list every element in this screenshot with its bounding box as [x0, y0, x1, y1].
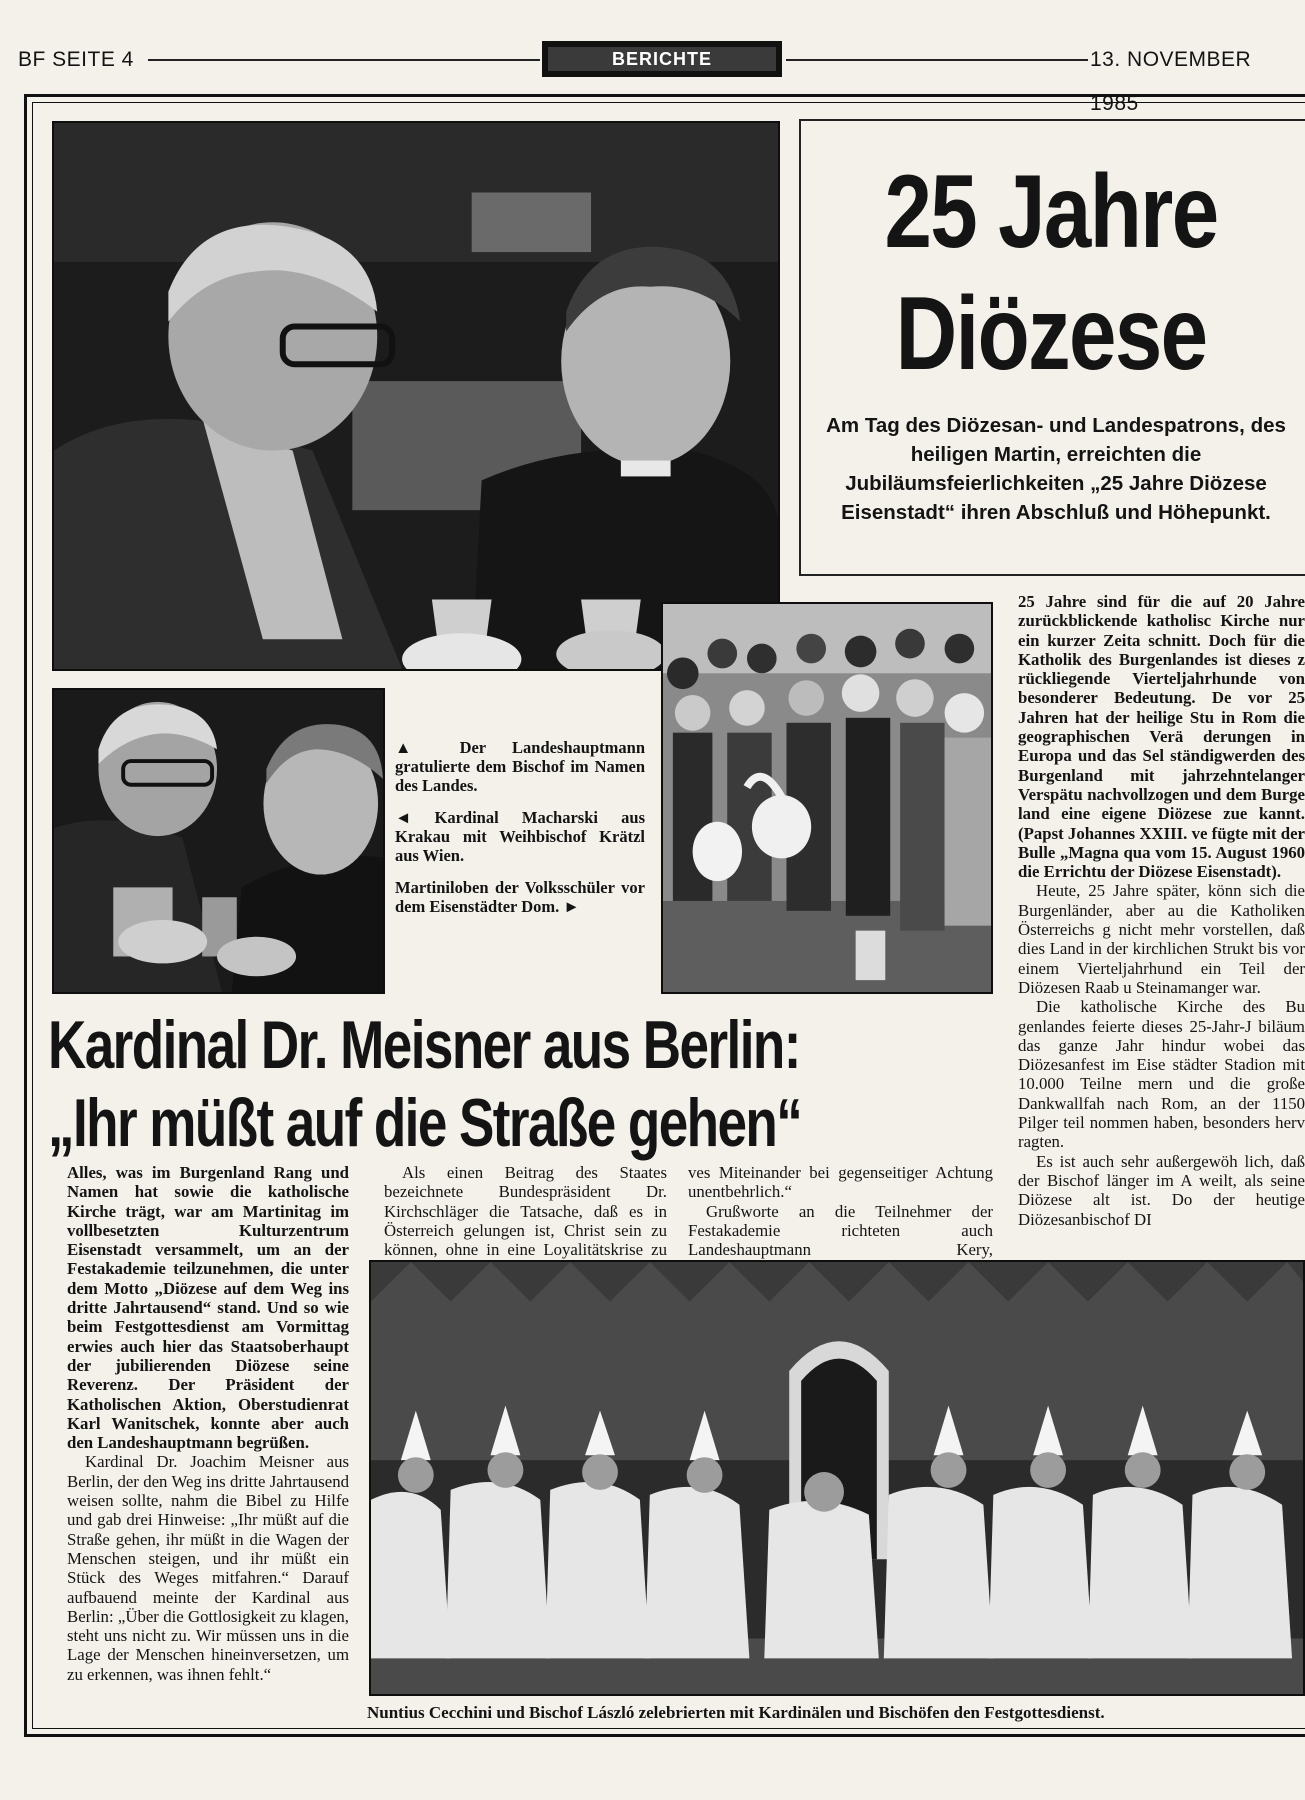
photo-landeshauptmann-bischof [52, 121, 780, 671]
right-col-p2: Heute, 25 Jahre später, könn sich die Burgenländer, aber au die Katholiken Österreichs g nicht mehr vorstellen, daß dies Land in der kirchlichen Strukt bis vor einem Vierteljahrhund ein Teil der Diözesen Raab u Steinamanger war. [1018, 881, 1305, 997]
right-col-p4: Es ist auch sehr außergewöh lich, daß der Bischof länger im A weilt, als seine Diözese alt ist. Do der heutige Diözesanbischof DI [1018, 1151, 1305, 1229]
right-column [1018, 592, 1305, 1229]
page-number: BF SEITE 4 [18, 48, 134, 71]
right-col-p1: 25 Jahre sind für die auf 20 Jahre zurückblickende katholisc Kirche nur ein kurzer Zeita schnitt. Doch für die Katholik des Burgenlandes ist dieses z rückliegende Vierteljahrhunde von besonderer Bedeutung. De vor 25 Jahren hat der heilige Stu in Rom die geographischen Verä derungen in Europa und das Sel ständigwerden des Burgenland mit jahrzehntelanger Verspätu nachvollzogen und dem Burge land eine eigene Diözese zue kannt. (Papst Johannes XXIII. ve fügte mit der Bulle „Magna qua vom 15. August 1960 die Errichtu der Diözese Eisenstadt). [1018, 592, 1305, 882]
caption-landeshauptmann: ▲ Der Landeshauptmann gratulierte dem Bischof im Namen des Landes. [395, 738, 645, 795]
section-label: BERICHTE [548, 47, 776, 71]
section-rubric [542, 41, 782, 77]
article-headline [48, 1006, 802, 1162]
headline-line-1: Kardinal Dr. Meisner aus Berlin: [48, 1007, 800, 1083]
article-col1-p1: Alles, was im Burgenland Rang und Namen hat sowie die katholische Kirche trägt, war am Martinitag im vollbesetzten Kulturzentrum Eisenstadt versammelt, um an der Festakademie teilzunehmen, die unter dem Motto „Diözese auf dem Weg ins dritte Jahrtausend“ stand. Und so wie beim Festgottesdienst am Vormittag erwies auch hier das Staatsoberhaupt der jubilierenden Diözese seine Reverenz. Der Präsident der Katholischen Aktion, Oberstudienrat Karl Wanitschek, konnte aber auch den Landeshauptmann begrüßen. [67, 1163, 349, 1453]
photo-macharski-kraetzl [52, 688, 385, 994]
caption-martiniloben: Martiniloben der Volksschüler vor dem Eisenstädter Dom. ► [395, 878, 645, 916]
main-title [846, 151, 1256, 395]
article-col3-p1: ves Miteinander bei gegenseitiger Achtung unentbehrlich.“ [688, 1163, 993, 1202]
article-column-1 [67, 1163, 349, 1684]
title-box [799, 119, 1305, 576]
page-date: 13. NOVEMBER 1985 [1090, 48, 1252, 115]
article-col2-p1: Als einen Beitrag des Staates bezeichnete Bundespräsident Dr. Kirchschläger die Tatsache, daß es in Österreich gelungen ist, Christ sein zu können, ohne in eine Loyalitätskrise zu [384, 1163, 667, 1260]
title-line-1: 25 Jahre [884, 154, 1218, 270]
article-col1-p2: Kardinal Dr. Joachim Meisner aus Berlin, der den Weg ins dritte Jahrtausend weisen sollte, nahm die Bibel zu Hilfe und gab drei Hinweise: „Ihr müßt auf die Straße gehen, ihr müßt in die Wagen der Menschen steigen, und ihr müßt ein Stück des Weges mitfahren.“ Darauf aufbauend meinte der Kardinal aus Berlin: „Über die Gottlosigkeit zu klagen, steht uns nicht zu. Wir müssen uns in die Lage der Menschen hineinversetzen, um zu erkennen, was ihnen fehlt.“ [67, 1452, 349, 1684]
photo-image [663, 604, 991, 992]
photo-festgottesdienst [369, 1260, 1305, 1696]
photo-martiniloben-children [661, 602, 993, 994]
header-rule-left [148, 59, 540, 61]
photo-image [54, 690, 383, 992]
right-col-p3: Die katholische Kirche des Bu genlandes feierte dieses 25-Jahr-J biläum das ganze Jahr hindur wobei das Diözesanfest im Eise städter Stadion mit 10.000 Teilne mern und die große Dankwallfah nach Rom, an der 1150 Pilger teil nommen haben, besonders herv ragten. [1018, 997, 1305, 1152]
lead-text: Am Tag des Diözesan- und Landespatrons, des heiligen Martin, erreichten die Jubiläumsfeierlichkeiten „25 Jahre Diözese Eisenstadt“ ihren Abschluß und Höhepunkt. [826, 414, 1286, 524]
caption-macharski: ◄ Kardinal Macharski aus Krakau mit Weihbischof Krätzl aus Wien. [395, 808, 645, 865]
header-rule-right [786, 59, 1088, 61]
bottom-photo-caption: Nuntius Cecchini und Bischof László zelebrierten mit Kardinälen und Bischöfen den Festgottesdienst. [367, 1703, 1105, 1722]
article-col3-p2: Grußworte an die Teilnehmer der Festakademie richteten auch Landeshauptmann Kery, [688, 1201, 993, 1260]
headline-line-2: „Ihr müßt auf die Straße gehen“ [48, 1085, 802, 1161]
photo-image [54, 123, 778, 669]
page-header [18, 38, 1296, 115]
title-line-2: Diözese [895, 276, 1207, 392]
photo-captions [395, 738, 645, 929]
photo-image [371, 1262, 1303, 1694]
